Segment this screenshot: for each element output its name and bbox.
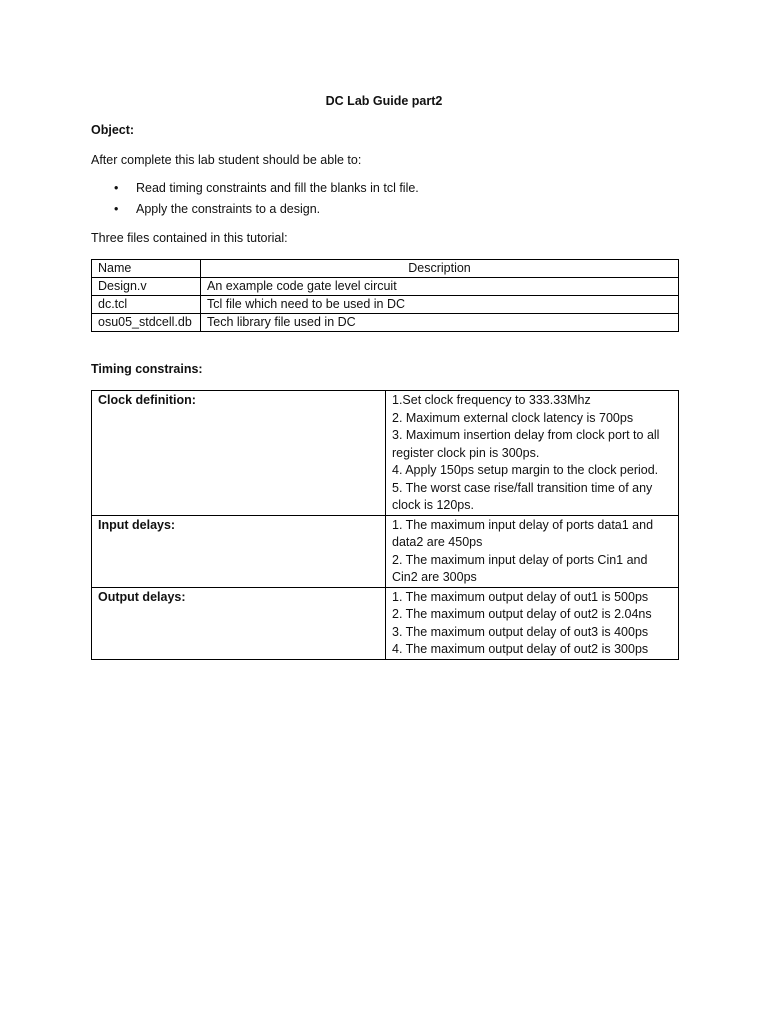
column-header-description: Description: [201, 260, 679, 278]
timing-constraints-table: [91, 390, 679, 660]
bullet-icon: •: [114, 202, 119, 216]
list-item: • Read timing constraints and fill the blanks in tcl file.: [114, 181, 419, 195]
constraint-item: 2. The maximum input delay of ports Cin1 and Cin2 are 300ps: [392, 552, 648, 584]
table-row: [92, 296, 679, 314]
table-row: [92, 278, 679, 296]
constraint-label-cell: Input delays:: [92, 515, 386, 587]
file-description-cell: Tcl file which need to be used in DC: [201, 296, 679, 314]
column-header-name: Name: [92, 260, 201, 278]
constraint-label-cell: Output delays:: [92, 587, 386, 659]
constraint-item: 3. The maximum output delay of out3 is 400ps: [392, 624, 649, 639]
constraint-item: 3. Maximum insertion delay from clock port to all register clock pin is 300ps.: [392, 428, 660, 460]
constraint-items-cell: [386, 515, 679, 587]
constraint-item: 2. The maximum output delay of out2 is 2.04ns: [392, 607, 652, 621]
bullet-icon: •: [114, 181, 119, 195]
table-row: [92, 314, 679, 332]
table-row: [92, 515, 679, 587]
timing-heading: Timing constrains:: [91, 362, 203, 376]
constraint-items-cell: [386, 391, 679, 516]
constraint-item: 1. The maximum output delay of out1 is 500ps: [392, 589, 649, 604]
constraint-label-cell: Clock definition:: [92, 391, 386, 516]
file-name-cell: osu05_stdcell.db: [92, 314, 201, 332]
constraint-item: 2. Maximum external clock latency is 700ps: [392, 410, 634, 425]
constraint-item: 4. Apply 150ps setup margin to the clock period.: [392, 463, 659, 477]
constraint-item: 1.Set clock frequency to 333.33Mhz: [392, 393, 591, 407]
table-row: [92, 587, 679, 659]
file-name-cell: Design.v: [92, 278, 201, 296]
constraint-item: 5. The worst case rise/fall transition time of any clock is 120ps.: [392, 480, 653, 512]
table-header-row: [92, 260, 679, 278]
file-name-cell: dc.tcl: [92, 296, 201, 314]
list-item: • Apply the constraints to a design.: [114, 202, 321, 216]
objective-list: [91, 180, 419, 222]
files-table: [91, 259, 679, 332]
files-intro-text: Three files contained in this tutorial:: [91, 231, 288, 245]
constraint-item: 4. The maximum output delay of out2 is 300ps: [392, 642, 649, 656]
file-description-cell: Tech library file used in DC: [201, 314, 679, 332]
table-row: [92, 391, 679, 516]
constraint-item: 1. The maximum input delay of ports data1 and data2 are 450ps: [392, 517, 654, 549]
constraint-items-cell: [386, 587, 679, 659]
document-title: DC Lab Guide part2: [325, 94, 443, 108]
file-description-cell: An example code gate level circuit: [201, 278, 679, 296]
object-heading: Object:: [91, 123, 135, 137]
intro-text: After complete this lab student should be able to:: [91, 153, 362, 167]
